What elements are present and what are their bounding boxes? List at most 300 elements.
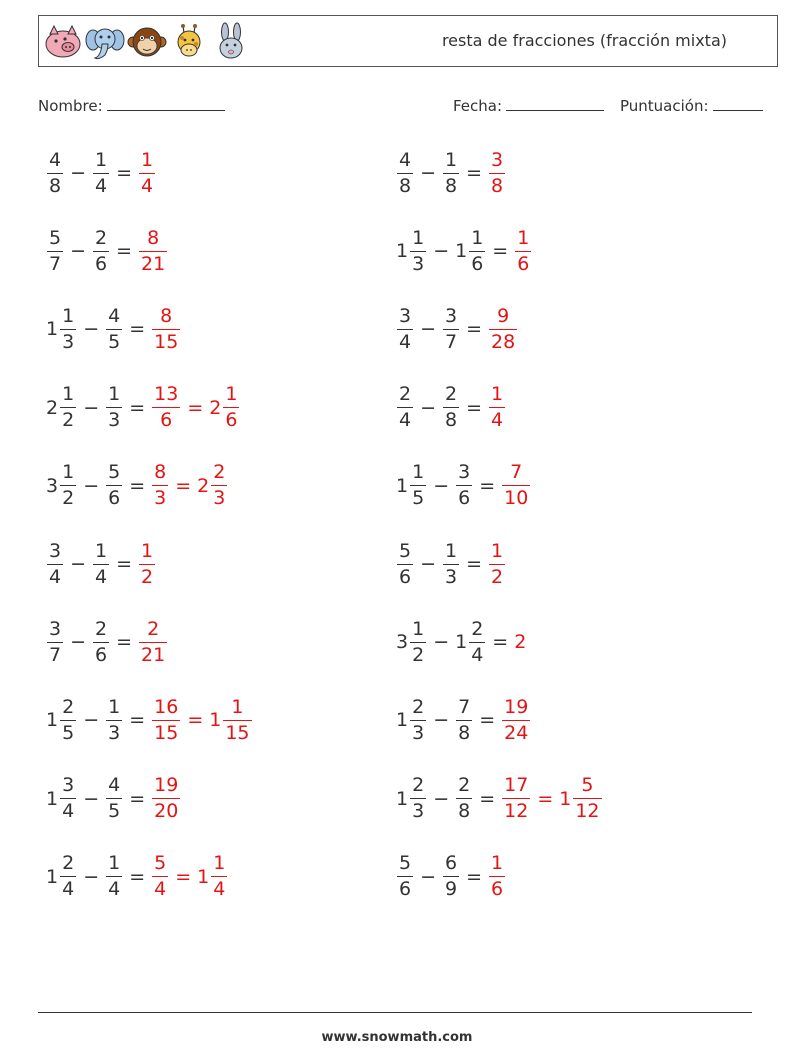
subtrahend-term xyxy=(92,148,110,197)
rabbit-icon xyxy=(211,22,251,62)
numerator: 5 xyxy=(399,539,412,562)
minuend-fraction xyxy=(410,776,426,821)
numerator: 1 xyxy=(471,226,484,249)
equals-sign: = xyxy=(129,787,146,810)
denominator: 4 xyxy=(62,800,75,823)
subtrahend-fraction xyxy=(443,539,459,588)
minuend-whole: 1 xyxy=(46,709,59,732)
denominator: 4 xyxy=(154,878,167,901)
equals-sign: = xyxy=(466,318,483,341)
minuend-whole: 3 xyxy=(396,631,409,654)
numerator: 19 xyxy=(504,695,529,718)
answer xyxy=(138,617,168,666)
denominator: 5 xyxy=(62,721,75,744)
problem-1 xyxy=(46,143,156,203)
minuend-fraction xyxy=(397,148,413,197)
minus-sign: − xyxy=(83,396,100,419)
answer-term xyxy=(138,226,168,275)
denominator: 4 xyxy=(213,878,226,901)
minus-sign: − xyxy=(83,787,100,810)
denominator: 6 xyxy=(108,487,121,510)
numerator: 1 xyxy=(62,461,75,484)
score-label: Puntuación: xyxy=(620,97,709,115)
denominator: 6 xyxy=(95,643,108,666)
subtrahend-term xyxy=(442,304,460,353)
answer-whole: 1 xyxy=(209,709,222,732)
answer-term xyxy=(209,385,240,430)
giraffe-icon xyxy=(169,22,209,62)
numerator: 1 xyxy=(95,539,108,562)
answer-fraction xyxy=(211,854,227,899)
answer-term xyxy=(209,695,252,744)
answer xyxy=(501,695,531,744)
numerator: 17 xyxy=(504,774,529,797)
denominator: 12 xyxy=(504,800,529,823)
answer-fraction xyxy=(139,539,155,588)
subtrahend-fraction xyxy=(456,776,472,821)
page-title: resta de fracciones (fracción mixta) xyxy=(441,31,727,50)
equals-sign: = xyxy=(479,787,496,810)
minuend-whole: 1 xyxy=(46,787,59,810)
elephant-icon xyxy=(85,22,125,62)
numerator: 1 xyxy=(412,617,425,640)
numerator: 1 xyxy=(445,539,458,562)
denominator: 6 xyxy=(225,409,238,432)
problem-5 xyxy=(46,299,181,359)
answer xyxy=(151,854,228,899)
answer xyxy=(488,385,506,430)
denominator: 3 xyxy=(412,721,425,744)
numerator: 8 xyxy=(147,226,160,249)
problem-6 xyxy=(396,299,518,359)
minuend-fraction xyxy=(410,617,426,666)
equals-sign: = xyxy=(129,318,146,341)
subtrahend-term xyxy=(442,539,460,588)
minus-sign: − xyxy=(433,631,450,654)
answer-term xyxy=(151,776,181,821)
numerator: 2 xyxy=(399,383,412,406)
equals-sign: = xyxy=(116,553,133,575)
answer-term xyxy=(501,463,531,508)
numerator: 1 xyxy=(491,852,504,875)
subtrahend-fraction xyxy=(456,463,472,508)
answer-term xyxy=(488,148,506,197)
name-line[interactable] xyxy=(107,95,225,111)
numerator: 1 xyxy=(213,852,226,875)
answer xyxy=(138,148,156,197)
denominator: 15 xyxy=(154,330,179,353)
numerator: 8 xyxy=(154,461,167,484)
subtrahend-fraction xyxy=(93,539,109,588)
subtrahend-term xyxy=(105,385,123,430)
equals-sign: = xyxy=(129,709,146,732)
answer xyxy=(138,226,168,275)
problem-17 xyxy=(46,769,181,829)
minuend-fraction xyxy=(60,304,76,353)
subtrahend-fraction xyxy=(106,695,122,744)
minuend-fraction xyxy=(397,854,413,899)
subtrahend-whole: 1 xyxy=(455,631,468,654)
numerator: 2 xyxy=(95,226,108,249)
answer-term xyxy=(151,463,169,508)
answer-term xyxy=(514,631,527,653)
subtrahend-fraction xyxy=(106,776,122,821)
answer-term xyxy=(559,776,602,821)
equals-sign: = xyxy=(116,162,133,184)
subtrahend-term xyxy=(105,463,123,508)
equals-sign: = xyxy=(466,553,483,575)
numerator: 1 xyxy=(95,148,108,171)
problem-12 xyxy=(396,534,506,594)
minuend-whole: 1 xyxy=(396,240,409,263)
minuend-fraction xyxy=(397,385,413,430)
problem-2 xyxy=(396,143,506,203)
minuend-term xyxy=(46,385,77,430)
denominator: 2 xyxy=(62,487,75,510)
denominator: 4 xyxy=(491,409,504,432)
subtrahend-term xyxy=(105,776,123,821)
subtrahend-fraction xyxy=(106,304,122,353)
minuend-fraction xyxy=(47,148,63,197)
numerator: 4 xyxy=(49,148,62,171)
subtrahend-term xyxy=(455,776,473,821)
numerator: 19 xyxy=(154,774,179,797)
minuend-term xyxy=(46,304,77,353)
answer-fraction xyxy=(139,617,167,666)
numerator: 2 xyxy=(213,461,226,484)
numerator: 5 xyxy=(108,461,121,484)
denominator: 3 xyxy=(62,330,75,353)
answer xyxy=(151,695,252,744)
subtrahend-fraction xyxy=(106,463,122,508)
numerator: 2 xyxy=(62,695,75,718)
numerator: 1 xyxy=(108,695,121,718)
subtrahend-fraction xyxy=(443,304,459,353)
minuend-term xyxy=(46,776,77,821)
minus-sign: − xyxy=(70,240,87,263)
denominator: 9 xyxy=(445,878,458,901)
equals-sign: = xyxy=(466,162,483,184)
minuend-term xyxy=(46,148,64,197)
subtrahend-fraction xyxy=(443,148,459,197)
answer-fraction xyxy=(152,854,168,899)
minus-sign: − xyxy=(433,709,450,732)
denominator: 2 xyxy=(141,565,154,588)
minuend-fraction xyxy=(410,695,426,744)
minuend-term xyxy=(396,385,414,430)
minuend-term xyxy=(396,776,427,821)
answer-whole: 1 xyxy=(559,787,572,810)
numerator: 7 xyxy=(458,695,471,718)
problem-20 xyxy=(396,847,506,907)
minus-sign: − xyxy=(433,787,450,810)
denominator: 5 xyxy=(108,800,121,823)
answer xyxy=(501,776,602,821)
denominator: 6 xyxy=(399,878,412,901)
denominator: 4 xyxy=(399,330,412,353)
minuend-whole: 1 xyxy=(396,474,409,497)
answer-fraction xyxy=(152,695,180,744)
answer-fraction xyxy=(489,304,517,353)
problem-3 xyxy=(46,221,168,281)
numerator: 1 xyxy=(108,383,121,406)
denominator: 6 xyxy=(471,252,484,275)
denominator: 15 xyxy=(154,721,179,744)
numerator: 6 xyxy=(445,852,458,875)
numerator: 4 xyxy=(108,304,121,327)
problem-13 xyxy=(46,612,168,672)
denominator: 6 xyxy=(152,407,180,430)
answer-term xyxy=(488,385,506,430)
numerator: 1 xyxy=(412,226,425,249)
equals-sign: = xyxy=(479,474,496,497)
answer-fraction xyxy=(502,463,530,508)
denominator: 3 xyxy=(108,409,121,432)
minuend-term xyxy=(46,617,64,666)
equals-sign: = xyxy=(466,865,483,888)
answer xyxy=(488,148,506,197)
subtrahend-term xyxy=(455,463,473,508)
numerator: 5 xyxy=(399,852,412,875)
answer-term xyxy=(138,539,156,588)
answer-term xyxy=(151,695,181,744)
numerator: 1 xyxy=(225,383,238,406)
subtrahend-fraction xyxy=(93,226,109,275)
numerator: 4 xyxy=(108,774,121,797)
minuend-fraction xyxy=(397,304,413,353)
minus-sign: − xyxy=(420,318,437,341)
answer-whole: 1 xyxy=(197,865,210,888)
denominator: 4 xyxy=(95,174,108,197)
denominator: 4 xyxy=(62,878,75,901)
numerator: 3 xyxy=(49,539,62,562)
denominator: 21 xyxy=(141,643,166,666)
denominator: 3 xyxy=(154,487,167,510)
equals-sign: = xyxy=(479,709,496,732)
minuend-term xyxy=(396,226,427,275)
minuend-fraction xyxy=(60,854,76,899)
subtrahend-term xyxy=(105,304,123,353)
numerator: 9 xyxy=(497,304,510,327)
answer xyxy=(151,776,181,821)
name-field xyxy=(38,95,225,115)
answer-term xyxy=(501,776,531,821)
minuend-fraction xyxy=(397,539,413,588)
numerator: 3 xyxy=(458,461,471,484)
answer xyxy=(514,631,527,653)
problem-8 xyxy=(396,378,506,438)
denominator: 10 xyxy=(504,487,529,510)
denominator: 8 xyxy=(399,174,412,197)
minus-sign: − xyxy=(433,240,450,263)
minuend-term xyxy=(46,226,64,275)
denominator: 3 xyxy=(213,487,226,510)
answer xyxy=(488,854,506,899)
equals-sign: = xyxy=(175,474,192,497)
numerator: 2 xyxy=(412,774,425,797)
denominator: 2 xyxy=(62,409,75,432)
animal-icons xyxy=(43,20,251,64)
denominator: 7 xyxy=(445,330,458,353)
denominator: 5 xyxy=(412,487,425,510)
numerator: 1 xyxy=(491,383,504,406)
subtrahend-fraction xyxy=(93,148,109,197)
answer-term xyxy=(197,463,228,508)
problem-18 xyxy=(396,769,603,829)
answer-fraction xyxy=(223,695,251,744)
header-box xyxy=(38,15,778,67)
denominator: 20 xyxy=(154,800,179,823)
numerator: 13 xyxy=(154,383,179,406)
denominator: 12 xyxy=(575,800,600,823)
score-field xyxy=(620,95,763,115)
score-line[interactable] xyxy=(713,95,763,111)
answer-fraction xyxy=(489,385,505,430)
minuend-term xyxy=(396,463,427,508)
answer xyxy=(151,304,181,353)
date-label: Fecha: xyxy=(453,97,503,115)
answer-term xyxy=(488,304,518,353)
denominator: 8 xyxy=(458,800,471,823)
footer-url: www.snowmath.com xyxy=(321,1030,473,1045)
numerator: 3 xyxy=(445,304,458,327)
denominator: 6 xyxy=(95,252,108,275)
denominator: 8 xyxy=(458,721,471,744)
answer-term xyxy=(488,854,506,899)
subtrahend-term xyxy=(442,854,460,899)
minus-sign: − xyxy=(420,553,437,575)
date-line[interactable] xyxy=(506,95,604,111)
denominator: 2 xyxy=(412,643,425,666)
answer-whole: 2 xyxy=(514,631,527,654)
denominator: 8 xyxy=(445,409,458,432)
minuend-term xyxy=(396,854,414,899)
problem-4 xyxy=(396,221,532,281)
numerator: 4 xyxy=(399,148,412,171)
answer-fraction xyxy=(223,385,239,430)
denominator: 2 xyxy=(491,565,504,588)
numerator: 1 xyxy=(108,852,121,875)
equals-sign: = xyxy=(129,474,146,497)
answer-term xyxy=(488,539,506,588)
answer-fraction xyxy=(502,695,530,744)
subtrahend-fraction xyxy=(93,617,109,666)
numerator: 1 xyxy=(231,695,244,718)
minuend-fraction xyxy=(60,385,76,430)
monkey-icon xyxy=(127,22,167,62)
subtrahend-fraction xyxy=(469,226,485,275)
denominator: 3 xyxy=(445,565,458,588)
problem-14 xyxy=(396,612,527,672)
answer-whole: 2 xyxy=(197,474,210,497)
subtrahend-fraction xyxy=(456,695,472,744)
minuend-whole: 1 xyxy=(396,787,409,810)
answer-fraction xyxy=(211,463,227,508)
denominator: 8 xyxy=(445,174,458,197)
equals-sign: = xyxy=(492,240,509,263)
answer xyxy=(151,463,228,508)
subtrahend-term xyxy=(442,385,460,430)
answer-term xyxy=(151,854,169,899)
numerator: 2 xyxy=(147,617,160,640)
answer-term xyxy=(514,226,532,275)
denominator: 8 xyxy=(49,174,62,197)
minus-sign: − xyxy=(420,162,437,184)
answer-fraction xyxy=(152,463,168,508)
problem-9 xyxy=(46,456,228,516)
minus-sign: − xyxy=(70,553,87,575)
name-label: Nombre: xyxy=(38,97,103,115)
subtrahend-term xyxy=(92,226,110,275)
numerator: 1 xyxy=(412,461,425,484)
answer xyxy=(151,385,240,430)
minuend-fraction xyxy=(47,617,63,666)
equals-sign: = xyxy=(116,631,133,654)
numerator: 2 xyxy=(62,852,75,875)
minuend-fraction xyxy=(60,695,76,744)
answer xyxy=(514,226,532,275)
minuend-whole: 2 xyxy=(46,396,59,419)
numerator: 7 xyxy=(510,461,523,484)
numerator: 1 xyxy=(141,148,154,171)
minuend-term xyxy=(46,695,77,744)
minus-sign: − xyxy=(83,318,100,341)
equals-sign: = xyxy=(129,396,146,419)
answer xyxy=(488,304,518,353)
equals-sign: = xyxy=(537,787,554,810)
numerator: 2 xyxy=(445,383,458,406)
denominator: 7 xyxy=(49,643,62,666)
subtrahend-fraction xyxy=(443,385,459,430)
denominator: 21 xyxy=(141,252,166,275)
subtrahend-fraction xyxy=(443,854,459,899)
minus-sign: − xyxy=(70,631,87,654)
minuend-whole: 1 xyxy=(46,865,59,888)
subtrahend-fraction xyxy=(469,617,485,666)
numerator: 5 xyxy=(581,774,594,797)
denominator: 24 xyxy=(504,721,529,744)
answer-fraction xyxy=(139,148,155,197)
minuend-fraction xyxy=(60,463,76,508)
numerator: 2 xyxy=(412,695,425,718)
minuend-fraction xyxy=(47,226,63,275)
answer-term xyxy=(138,148,156,197)
numerator: 1 xyxy=(62,383,75,406)
denominator: 5 xyxy=(108,330,121,353)
equals-sign: = xyxy=(492,631,509,654)
numerator: 3 xyxy=(491,148,504,171)
problem-11 xyxy=(46,534,156,594)
answer-fraction xyxy=(489,854,505,899)
minuend-term xyxy=(46,539,64,588)
problem-10 xyxy=(396,456,531,516)
subtrahend-term xyxy=(92,539,110,588)
numerator: 2 xyxy=(471,617,484,640)
minuend-whole: 3 xyxy=(46,474,59,497)
minus-sign: − xyxy=(420,396,437,419)
denominator: 3 xyxy=(412,252,425,275)
date-field xyxy=(453,95,604,115)
minuend-whole: 1 xyxy=(46,318,59,341)
denominator: 4 xyxy=(108,878,121,901)
subtrahend-term xyxy=(455,226,486,275)
numerator: 1 xyxy=(517,226,530,249)
answer-whole: 2 xyxy=(209,396,222,419)
subtrahend-term xyxy=(105,695,123,744)
denominator: 28 xyxy=(491,330,516,353)
numerator: 3 xyxy=(399,304,412,327)
denominator: 3 xyxy=(412,800,425,823)
